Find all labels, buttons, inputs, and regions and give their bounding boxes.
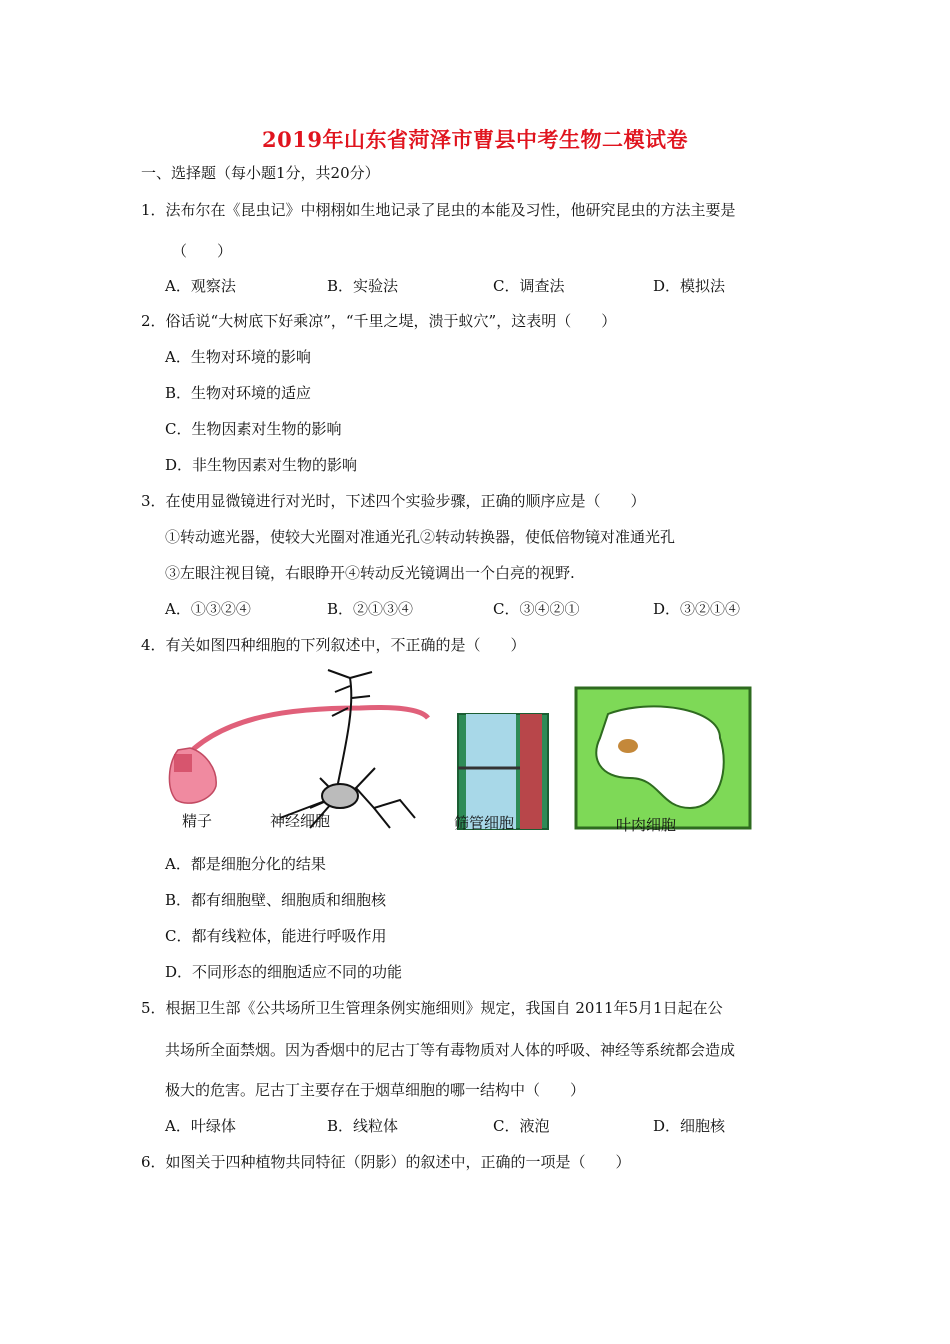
question-2-option-d: D．非生物因素对生物的影响: [165, 456, 358, 474]
question-4-option-c: C．都有线粒体，能进行呼吸作用: [165, 927, 387, 945]
question-2-stem: 2．俗话说“大树底下好乘凉”，“千里之堤，溃于蚁穴”，这表明（ ）: [141, 312, 617, 330]
question-1-option-d: D．模拟法: [653, 277, 726, 295]
question-4-option-b: B．都有细胞壁、细胞质和细胞核: [165, 891, 387, 909]
question-3-option-c: C．③④②①: [493, 600, 580, 618]
neuron-illustration: [280, 670, 415, 828]
question-3-option-b: B．②①③④: [327, 600, 414, 618]
sperm-cell-illustration: [169, 707, 428, 803]
caption-mesophyll: 叶肉细胞: [616, 816, 677, 834]
question-1-option-b: B．实验法: [327, 277, 399, 295]
question-6-stem: 6．如图关于四种植物共同特征（阴影）的叙述中，正确的一项是（ ）: [141, 1153, 631, 1171]
question-5-option-b: B．线粒体: [327, 1117, 399, 1135]
sieve-tube-illustration: [458, 714, 548, 829]
question-2-option-a: A．生物对环境的影响: [165, 348, 311, 366]
question-5-stem-line-1: 5．根据卫生部《公共场所卫生管理条例实施细则》规定，我国自 2011年5月1日起在公: [141, 999, 723, 1017]
question-5-stem-line-3: 极大的危害。尼古丁主要存在于烟草细胞的哪一结构中（ ）: [165, 1081, 586, 1099]
question-2-option-b: B．生物对环境的适应: [165, 384, 312, 402]
question-5-stem-line-2: 共场所全面禁烟。因为香烟中的尼古丁等有毒物质对人体的呼吸、神经等系统都会造成: [165, 1041, 736, 1059]
question-3-stem: 3．在使用显微镜进行对光时，下述四个实验步骤，正确的顺序应是（ ）: [141, 492, 646, 510]
section-heading: 一、选择题（每小题1分，共20分）: [141, 164, 380, 182]
caption-sperm: 精子: [182, 812, 213, 830]
question-4-option-d: D．不同形态的细胞适应不同的功能: [165, 963, 403, 981]
question-3-option-a: A．①③②④: [165, 600, 251, 618]
question-1-blank: （ ）: [172, 242, 233, 260]
question-3-option-d: D．③②①④: [653, 600, 741, 618]
question-2-option-c: C．生物因素对生物的影响: [165, 420, 342, 438]
question-3-steps-line-1: ①转动遮光器，使较大光圈对准通光孔②转动转换器，使低倍物镜对准通光孔: [165, 528, 676, 546]
question-4-stem: 4．有关如图四种细胞的下列叙述中，不正确的是（ ）: [141, 636, 526, 654]
question-5-option-d: D．细胞核: [653, 1117, 726, 1135]
question-1-option-c: C．调查法: [493, 277, 565, 295]
mesophyll-cell-illustration: [576, 688, 750, 828]
question-3-steps-line-2: ③左眼注视目镜，右眼睁开④转动反光镜调出一个白亮的视野.: [165, 564, 575, 582]
caption-neuron: 神经细胞: [270, 812, 331, 830]
caption-sieve-tube: 筛管细胞: [454, 814, 515, 832]
question-5-option-a: A．叶绿体: [165, 1117, 236, 1135]
question-1-option-a: A．观察法: [165, 277, 236, 295]
question-1-stem: 1．法布尔在《昆虫记》中栩栩如生地记录了昆虫的本能及习性，他研究昆虫的方法主要是: [141, 201, 736, 219]
question-5-option-c: C．液泡: [493, 1117, 550, 1135]
page-title: 2019年山东省菏泽市曹县中考生物二模试卷: [262, 127, 688, 152]
cell-types-figure: [160, 668, 760, 840]
question-4-option-a: A．都是细胞分化的结果: [165, 855, 326, 873]
